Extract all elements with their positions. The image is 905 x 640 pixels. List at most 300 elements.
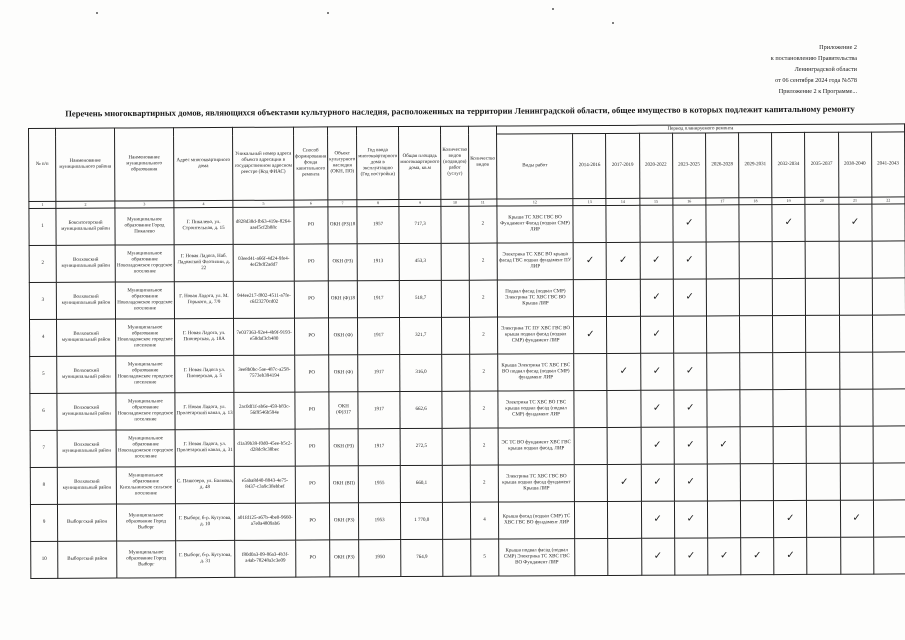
period-cell bbox=[608, 538, 641, 575]
row-okn: ОКН (ВП) bbox=[329, 466, 358, 503]
period-cell bbox=[674, 538, 707, 575]
period-header: Период планируемого ремонта bbox=[496, 124, 904, 134]
period-cell bbox=[640, 279, 673, 316]
period-cell bbox=[707, 390, 740, 427]
period-cell bbox=[706, 205, 739, 242]
row-district: Волховский муниципальный район bbox=[57, 430, 116, 467]
row-municipality: Муниципальное образование Город Выборг bbox=[116, 504, 175, 541]
period-cell bbox=[840, 500, 873, 537]
col-period: 2029-2031 bbox=[739, 133, 772, 198]
index-cell: 13 bbox=[573, 198, 606, 205]
row-types bbox=[441, 243, 469, 280]
row-items: 2 bbox=[470, 391, 498, 428]
period-cell bbox=[806, 278, 839, 315]
period-cell bbox=[674, 390, 707, 427]
period-cell bbox=[673, 279, 706, 316]
check-mark-icon: ✓ bbox=[586, 329, 595, 341]
table-row bbox=[29, 204, 905, 246]
row-district: Волховский муниципальный район bbox=[56, 245, 115, 282]
row-district: Волховский муниципальный район bbox=[57, 393, 116, 430]
row-fund: РО bbox=[295, 392, 329, 429]
table-row bbox=[30, 315, 905, 357]
index-cell: 7 bbox=[328, 200, 357, 207]
row-fund: РО bbox=[295, 429, 329, 466]
header-line: Приложение 2 к Программе... bbox=[778, 88, 857, 95]
period-cell bbox=[740, 427, 773, 464]
col-area: Общая площадь многоквартирного дома, кв.м bbox=[399, 126, 441, 199]
index-cell: 21 bbox=[838, 197, 871, 204]
check-mark-icon: ✓ bbox=[653, 476, 662, 488]
period-cell bbox=[573, 242, 606, 279]
row-address: Г. Новая Ладога, ул. Пролетарский канал, д. 13 bbox=[175, 392, 235, 429]
period-cell bbox=[607, 242, 640, 279]
row-address: Г. Пикалево, ул. Строительная, д. 15 bbox=[174, 207, 234, 244]
period-cell bbox=[773, 463, 806, 500]
row-okn: ОКН (РЗ) bbox=[330, 540, 359, 577]
row-items: 2 bbox=[470, 354, 498, 391]
period-cell bbox=[574, 279, 607, 316]
index-cell: 4 bbox=[174, 200, 233, 207]
period-cell bbox=[772, 278, 805, 315]
period-cell bbox=[574, 427, 607, 464]
document-header bbox=[771, 42, 857, 97]
period-cell bbox=[740, 390, 773, 427]
row-fund: РО bbox=[295, 466, 329, 503]
row-okn: ОКН (Ф) bbox=[329, 355, 358, 392]
row-fund: РО bbox=[294, 318, 328, 355]
row-fias: 944ee217-f802-4511-a7fe-c6f23270cd02 bbox=[234, 281, 295, 318]
period-cell bbox=[607, 353, 640, 390]
period-cell bbox=[807, 537, 840, 574]
row-fias: d1a39b39-f0d0-45ee-b5c2-d28dc9c38bec bbox=[234, 429, 295, 466]
period-cell bbox=[606, 205, 639, 242]
period-cell bbox=[873, 463, 905, 500]
row-works: Электрика ТС ХВС ВО крыша фасад ГВС подвал фундамент ПУ ЛИР bbox=[497, 243, 574, 280]
row-okn: ОКН (РЗ) bbox=[329, 429, 358, 466]
period-cell bbox=[707, 427, 740, 464]
period-cell bbox=[840, 463, 873, 500]
row-types bbox=[442, 317, 470, 354]
period-cell bbox=[774, 500, 807, 537]
row-fund: РО bbox=[295, 355, 329, 392]
row-works: Крыша Электрика ТС ХВС ГВС ВО подвал фасад (подвал СМР) фундамент ЛИР bbox=[497, 354, 574, 391]
row-okn: ОКН (Ф)18 bbox=[328, 281, 357, 318]
table-row bbox=[30, 463, 905, 505]
row-types bbox=[442, 391, 470, 428]
period-cell bbox=[872, 204, 905, 241]
period-cell bbox=[739, 279, 772, 316]
index-cell: 19 bbox=[772, 197, 805, 204]
period-cell bbox=[872, 241, 905, 278]
period-cell bbox=[873, 426, 905, 463]
period-cell bbox=[640, 242, 673, 279]
row-year: 1913 bbox=[357, 244, 399, 281]
row-items: 2 bbox=[469, 280, 497, 317]
row-types bbox=[442, 354, 470, 391]
index-cell: 22 bbox=[872, 197, 905, 204]
col-period: 2026-2028 bbox=[705, 133, 738, 198]
row-area: 272,5 bbox=[400, 428, 442, 465]
col-address: Адрес многоквартирного дома bbox=[173, 127, 233, 200]
table-row bbox=[30, 389, 905, 431]
period-cell bbox=[806, 426, 839, 463]
col-items-count: Количество видов bbox=[469, 126, 497, 199]
row-okn: ОКН (РЗ) bbox=[328, 244, 357, 281]
period-cell bbox=[807, 463, 840, 500]
row-okn: ОКН (РЗ)18 bbox=[328, 207, 357, 244]
period-cell bbox=[708, 538, 741, 575]
period-cell bbox=[806, 352, 839, 389]
check-mark-icon: ✓ bbox=[685, 254, 694, 266]
row-fund: РО bbox=[294, 207, 328, 244]
row-municipality: Муниципальное образование Город Выборг bbox=[117, 541, 176, 578]
period-cell bbox=[839, 241, 872, 278]
col-period: 2020-2022 bbox=[639, 133, 672, 198]
row-municipality: Муниципальное образование Новоладожское городское поселение bbox=[116, 356, 175, 393]
period-cell bbox=[772, 204, 805, 241]
row-num: 7 bbox=[30, 430, 57, 467]
period-cell bbox=[607, 427, 640, 464]
row-year: 1955 bbox=[358, 466, 400, 503]
period-cell bbox=[607, 390, 640, 427]
period-cell bbox=[773, 426, 806, 463]
period-cell bbox=[573, 205, 606, 242]
col-works: Виды работ bbox=[496, 134, 573, 199]
row-num: 10 bbox=[31, 541, 58, 578]
col-period: 2041-2043 bbox=[871, 132, 905, 197]
check-mark-icon: ✓ bbox=[653, 513, 662, 525]
period-cell bbox=[805, 241, 838, 278]
index-cell: 12 bbox=[497, 199, 573, 206]
row-num: 4 bbox=[30, 319, 57, 356]
col-okn: Объект культурного наследия (ОКН, ПО) bbox=[328, 127, 357, 200]
period-cell bbox=[575, 538, 608, 575]
period-cell bbox=[740, 316, 773, 353]
row-area: 660,1 bbox=[400, 465, 442, 502]
period-cell bbox=[574, 353, 607, 390]
row-num: 2 bbox=[29, 245, 56, 282]
check-mark-icon: ✓ bbox=[652, 328, 661, 340]
check-mark-icon: ✓ bbox=[786, 512, 795, 525]
index-cell: 2 bbox=[56, 201, 115, 208]
row-municipality: Муниципальное образование Новоладожское городское поселение bbox=[115, 282, 174, 319]
period-cell bbox=[640, 353, 673, 390]
row-fias: 3ee8b0bc-5ae-487c-a258-7573eb394194 bbox=[234, 355, 295, 392]
row-items: 5 bbox=[471, 539, 499, 576]
row-district: Выборгский район bbox=[58, 504, 117, 541]
header-line: Приложение 2 bbox=[819, 44, 857, 51]
header-line: Ленинградской области bbox=[794, 66, 857, 73]
row-works: Крыша подвал фасад (подвал СМР) Электрика ТС ХВС ГВС ВО Фундамент ЛИР bbox=[498, 539, 575, 576]
row-types bbox=[443, 502, 471, 539]
check-mark-icon: ✓ bbox=[784, 216, 793, 229]
row-fias: e5aba8d40-8843-4e75-8437-c3a9c38ebbef bbox=[235, 466, 296, 503]
row-items: 4 bbox=[470, 502, 498, 539]
houses-table bbox=[28, 123, 905, 579]
row-municipality: Муниципальное образование Новоладожское городское поселение bbox=[115, 245, 174, 282]
index-cell: 10 bbox=[441, 199, 469, 206]
row-municipality: Муниципальное образование Новоладожское городское поселение bbox=[116, 393, 175, 430]
check-mark-icon: ✓ bbox=[652, 291, 661, 303]
row-year: 1917 bbox=[358, 392, 400, 429]
row-municipality: Муниципальное образование Город Пикалево bbox=[115, 208, 174, 245]
index-cell: 16 bbox=[673, 198, 706, 205]
period-cell bbox=[707, 501, 740, 538]
col-period: 2014-2016 bbox=[573, 133, 606, 198]
row-num: 8 bbox=[30, 467, 57, 504]
row-fund: РО bbox=[296, 540, 330, 577]
row-area: 518,7 bbox=[399, 280, 441, 317]
row-area: 321,7 bbox=[400, 317, 442, 354]
index-cell: 15 bbox=[639, 198, 672, 205]
period-cell bbox=[607, 279, 640, 316]
row-num: 3 bbox=[29, 282, 56, 319]
col-period: 2023-2025 bbox=[672, 133, 705, 198]
period-cell bbox=[674, 464, 707, 501]
period-cell bbox=[739, 242, 772, 279]
row-okn: ОКН (Ф) bbox=[329, 318, 358, 355]
period-cell bbox=[838, 204, 871, 241]
col-fias: Уникальный номер адреса объекта адресации в государственном адресном реестре (Код ФИАС) bbox=[233, 127, 294, 200]
period-cell bbox=[641, 427, 674, 464]
check-mark-icon: ✓ bbox=[618, 254, 628, 266]
row-items: 2 bbox=[469, 243, 497, 280]
table-row bbox=[29, 278, 905, 320]
row-area: 764,9 bbox=[401, 539, 443, 576]
col-fund: Способ формирования фонда капитального ремонта bbox=[293, 127, 328, 200]
row-num: 6 bbox=[30, 393, 57, 430]
check-mark-icon: ✓ bbox=[653, 439, 662, 451]
period-cell bbox=[706, 242, 739, 279]
period-cell bbox=[772, 241, 805, 278]
check-mark-icon: ✓ bbox=[685, 291, 694, 303]
index-cell: 17 bbox=[706, 198, 739, 205]
check-mark-icon: ✓ bbox=[653, 550, 663, 562]
period-cell bbox=[873, 500, 905, 537]
check-mark-icon: ✓ bbox=[786, 549, 795, 562]
row-fias: a01fd125-a67b-4be0-9660-a7e0a4809ab6 bbox=[235, 503, 296, 540]
period-cell bbox=[574, 390, 607, 427]
row-address: Г. Новая Ладога ул. Пионерская, д. 5 bbox=[175, 355, 235, 392]
col-period: 2017-2019 bbox=[606, 133, 639, 198]
row-address: Г. Новая Ладога, ул. М. Горького, д. 7/9 bbox=[174, 281, 234, 318]
row-items: 2 bbox=[470, 465, 498, 502]
period-cell bbox=[805, 204, 838, 241]
index-cell: 20 bbox=[805, 197, 838, 204]
row-municipality: Муниципальное образование Новоладожское городское поселение bbox=[115, 319, 174, 356]
period-cell bbox=[674, 427, 707, 464]
row-fias: 03eed41-a66f-4d24-9fe4-4ef2bdf2add7 bbox=[233, 244, 294, 281]
col-municipality: Наименование муниципального образования bbox=[114, 128, 173, 201]
check-mark-icon: ✓ bbox=[686, 476, 695, 488]
period-cell bbox=[673, 205, 706, 242]
row-fias: d828d38d-fb63-419e-8264-aaef5cf2b88c bbox=[233, 207, 294, 244]
row-address: Г. Новая Ладога, ул. Пролетарский канал, д. 31 bbox=[175, 429, 235, 466]
row-fund: РО bbox=[294, 281, 328, 318]
header-line: к постановлению Правительства bbox=[770, 55, 857, 62]
check-mark-icon: ✓ bbox=[753, 550, 762, 562]
row-items: 2 bbox=[469, 206, 497, 243]
period-cell bbox=[673, 242, 706, 279]
row-area: 717,3 bbox=[399, 206, 441, 243]
col-period: 2032-2034 bbox=[772, 132, 805, 197]
period-cell bbox=[608, 464, 641, 501]
check-mark-icon: ✓ bbox=[686, 550, 696, 562]
row-area: 316,0 bbox=[400, 354, 442, 391]
period-cell bbox=[673, 316, 706, 353]
col-district: Наименование муниципального района bbox=[56, 128, 115, 201]
period-cell bbox=[640, 390, 673, 427]
index-cell: 8 bbox=[357, 200, 399, 207]
period-cell bbox=[674, 501, 707, 538]
check-mark-icon: ✓ bbox=[685, 365, 695, 377]
period-cell bbox=[575, 464, 608, 501]
index-cell: 14 bbox=[606, 198, 639, 205]
period-cell bbox=[673, 353, 706, 390]
period-cell bbox=[839, 278, 872, 315]
period-cell bbox=[739, 205, 772, 242]
row-district: Волховский муниципальный район bbox=[57, 356, 116, 393]
period-cell bbox=[574, 316, 607, 353]
row-num: 9 bbox=[30, 504, 57, 541]
period-cell bbox=[740, 353, 773, 390]
row-fias: 7e037363-92e4-4b9f-9193-e58daf3cb480 bbox=[234, 318, 295, 355]
row-year: 1957 bbox=[357, 207, 399, 244]
row-year: 1917 bbox=[358, 318, 400, 355]
row-works: Подвал фасад (подвал СМР) Электрика ТС ХВС ГВС ВО Крыша ЛИР bbox=[497, 280, 574, 317]
check-mark-icon: ✓ bbox=[620, 476, 629, 488]
document-title: Перечень многоквартирных домов, являющихся объектами культурного наследия, расположенных на территории Ленинградской области, общее имущество в которых подлежит капитальному ремонту bbox=[65, 103, 855, 119]
period-cell bbox=[806, 389, 839, 426]
row-district: Волховский муниципальный район bbox=[57, 467, 116, 504]
period-cell bbox=[840, 426, 873, 463]
row-year: 1917 bbox=[358, 355, 400, 392]
row-okn: ОКН (Ф)317 bbox=[329, 392, 358, 429]
check-mark-icon: ✓ bbox=[686, 439, 695, 451]
period-cell bbox=[575, 501, 608, 538]
index-cell: 3 bbox=[115, 201, 174, 208]
period-cell bbox=[607, 316, 640, 353]
table-row bbox=[30, 426, 905, 468]
period-cell bbox=[773, 315, 806, 352]
row-works: Электрика ТС ХВС ГВС ВО крыша подвал фасад фундамент Крыша ЛИР bbox=[498, 465, 575, 502]
row-num: 1 bbox=[29, 208, 56, 245]
header-line: от 06 сентября 2024 года №578 bbox=[775, 77, 857, 84]
row-types bbox=[442, 280, 470, 317]
period-cell bbox=[839, 315, 872, 352]
check-mark-icon: ✓ bbox=[652, 365, 662, 377]
check-mark-icon: ✓ bbox=[619, 365, 628, 377]
check-mark-icon: ✓ bbox=[852, 512, 861, 524]
row-address: С. Пашозеро, ул. Балмова, д. 48 bbox=[175, 466, 235, 503]
period-cell bbox=[872, 352, 905, 389]
row-types bbox=[443, 465, 471, 502]
check-mark-icon: ✓ bbox=[686, 513, 696, 525]
period-cell bbox=[807, 500, 840, 537]
row-year: 1917 bbox=[357, 281, 399, 318]
period-cell bbox=[706, 279, 739, 316]
row-year: 1953 bbox=[358, 503, 400, 540]
check-mark-icon: ✓ bbox=[652, 254, 661, 266]
period-cell bbox=[608, 501, 641, 538]
index-cell: 9 bbox=[399, 199, 441, 206]
row-works: Электрика ТС ХВС ВО ГВС крыша подвал фасад (подвал СМР) фундамент ЛИР bbox=[498, 391, 575, 428]
period-cell bbox=[740, 464, 773, 501]
row-year: 1917 bbox=[358, 429, 400, 466]
index-cell: 5 bbox=[233, 200, 294, 207]
col-period: 2038-2040 bbox=[838, 132, 871, 197]
period-cell bbox=[873, 537, 905, 574]
row-municipality: Муниципальное образование Новоладожское городское поселение bbox=[116, 430, 175, 467]
check-mark-icon: ✓ bbox=[719, 550, 729, 562]
check-mark-icon: ✓ bbox=[719, 439, 728, 451]
row-area: 1 770,0 bbox=[401, 502, 443, 539]
row-address: Г. Новая Ладога, Наб. Ладожской Флотилии, д. 22 bbox=[174, 244, 234, 281]
period-cell bbox=[641, 538, 674, 575]
period-cell bbox=[806, 315, 839, 352]
period-cell bbox=[840, 537, 873, 574]
row-district: Выборгский район bbox=[58, 541, 117, 578]
index-cell: 1 bbox=[29, 201, 56, 208]
row-municipality: Муниципальное образование Кисельнинское сельское поселение bbox=[116, 467, 175, 504]
check-mark-icon: ✓ bbox=[685, 217, 694, 229]
row-fias: f80d0a3-09-86a3-4b3f-a4ab-78248a3c3e09 bbox=[235, 540, 296, 577]
table-row bbox=[29, 241, 905, 283]
row-year: 1950 bbox=[359, 540, 401, 577]
row-area: 453,3 bbox=[399, 243, 441, 280]
table-row bbox=[30, 500, 905, 542]
index-cell: 11 bbox=[469, 199, 497, 206]
row-num: 5 bbox=[30, 356, 57, 393]
row-works: Электрика ТС ПУ ХВС ГВС ВО крыша подвал фасад (подвал СМР) фундамент ЛИР bbox=[497, 317, 574, 354]
period-cell bbox=[773, 389, 806, 426]
period-cell bbox=[707, 464, 740, 501]
row-address: Г. Выборг, б-р. Кутузова, д. 10 bbox=[175, 503, 235, 540]
row-types bbox=[443, 539, 471, 576]
row-works: Крыша фасад (подвал СМР) ТС ХВС ГВС ВО фундамент ЛИР bbox=[498, 502, 575, 539]
row-items: 2 bbox=[470, 317, 498, 354]
period-cell bbox=[707, 353, 740, 390]
table-row bbox=[31, 537, 905, 579]
row-district: Волховский муниципальный район bbox=[56, 282, 115, 319]
check-mark-icon: ✓ bbox=[585, 255, 595, 267]
period-cell bbox=[872, 315, 905, 352]
period-cell bbox=[641, 501, 674, 538]
row-fund: РО bbox=[294, 244, 328, 281]
check-mark-icon: ✓ bbox=[850, 216, 860, 228]
period-cell bbox=[706, 316, 739, 353]
period-cell bbox=[773, 352, 806, 389]
row-works: Крыша ТС ХВС ГВС ВО Фундамент Фасад (подвал СМР) ЛИР bbox=[497, 206, 574, 243]
col-num: № п/п bbox=[29, 128, 56, 201]
period-cell bbox=[641, 464, 674, 501]
period-cell bbox=[839, 389, 872, 426]
row-items: 2 bbox=[470, 428, 498, 465]
table-row bbox=[30, 352, 905, 394]
check-mark-icon: ✓ bbox=[686, 402, 695, 414]
period-cell bbox=[639, 205, 672, 242]
row-okn: ОКН (РЗ) bbox=[330, 503, 359, 540]
row-area: 662,6 bbox=[400, 391, 442, 428]
period-cell bbox=[839, 352, 872, 389]
row-address: Г. Новая Ладога, ул. Пионерская, д. 18А bbox=[174, 318, 234, 355]
row-works: ЭС ТС ВО фундамент ХВС ГВС крыша подвал фасад, ЛИР bbox=[498, 428, 575, 465]
index-cell: 18 bbox=[739, 198, 772, 205]
period-cell bbox=[741, 538, 774, 575]
row-types bbox=[442, 428, 470, 465]
period-cell bbox=[872, 278, 905, 315]
row-district: Волховский муниципальный район bbox=[57, 319, 116, 356]
